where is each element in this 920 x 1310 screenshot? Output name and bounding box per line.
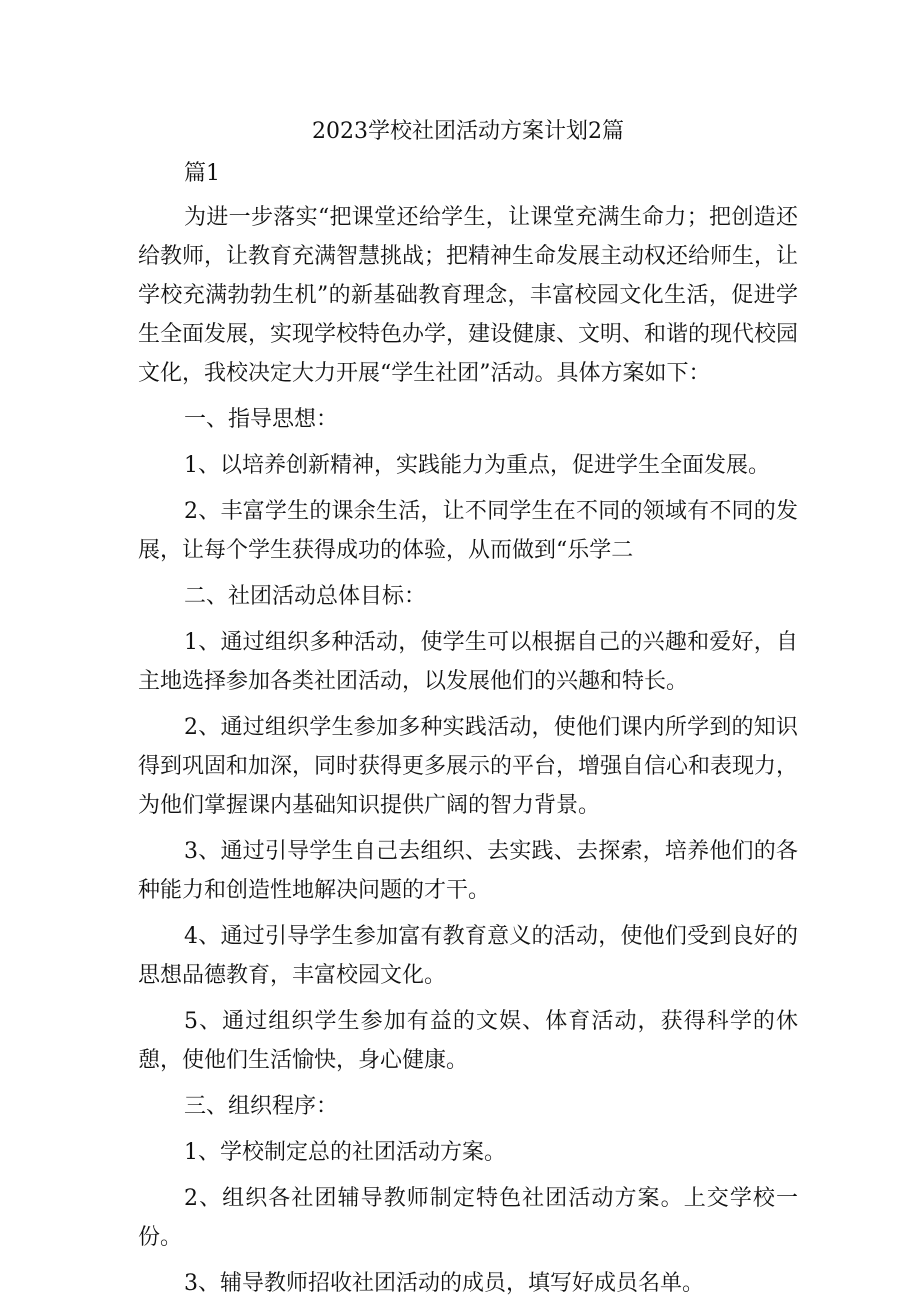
section-label: 篇1 xyxy=(184,161,220,186)
heading-guiding-ideology: 一、指导思想： xyxy=(184,407,339,432)
procedure-item-3: 3、辅导教师招收社团活动的成员，填写好成员名单。 xyxy=(184,1271,704,1296)
goal-item-4: 4、通过引导学生参加富有教育意义的活动，使他们受到良好的思想品德教育，丰富校园文化。 xyxy=(138,924,798,988)
procedure-item-1: 1、学校制定总的社团活动方案。 xyxy=(184,1140,506,1165)
document-title: 2023学校社团活动方案计划2篇 xyxy=(312,119,624,144)
intro-paragraph: 为进一步落实“把课堂还给学生，让课堂充满生命力；把创造还给教师，让教育充满智慧挑战；把精神生命发展主动权还给师生，让学校充满勃勃生机”的新基础教育理念，丰富校园文化生活，促进学生全面发展，实现学校特色办学，建设健康、文明、和谐的现代校园文化，我校决定大力开展“学生社团”活动。具体方案如下： xyxy=(138,205,799,386)
goal-item-5: 5、通过组织学生参加有益的文娱、体育活动，获得科学的休憩，使他们生活愉快，身心健康。 xyxy=(138,1009,798,1073)
goal-item-1: 1、通过组织多种活动，使学生可以根据自己的兴趣和爱好，自主地选择参加各类社团活动，以发展他们的兴趣和特长。 xyxy=(138,630,798,694)
heading-overall-goals: 二、社团活动总体目标： xyxy=(184,584,427,609)
goal-item-3: 3、通过引导学生自己去组织、去实践、去探索，培养他们的各种能力和创造性地解决问题的才干。 xyxy=(138,839,798,903)
procedure-item-2: 2、组织各社团辅导教师制定特色社团活动方案。上交学校一份。 xyxy=(138,1186,798,1250)
guiding-item-1: 1、以培养创新精神，实践能力为重点，促进学生全面发展。 xyxy=(184,453,770,478)
heading-organization-procedure: 三、组织程序： xyxy=(184,1094,339,1119)
guiding-item-2: 2、丰富学生的课余生活，让不同学生在不同的领域有不同的发展，让每个学生获得成功的体验，从而做到“乐学二 xyxy=(138,499,798,563)
goal-item-2: 2、通过组织学生参加多种实践活动，使他们课内所学到的知识得到巩固和加深，同时获得更多展示的平台，增强自信心和表现力，为他们掌握课内基础知识提供广阔的智力背景。 xyxy=(138,715,799,818)
document-page xyxy=(138,112,798,1310)
